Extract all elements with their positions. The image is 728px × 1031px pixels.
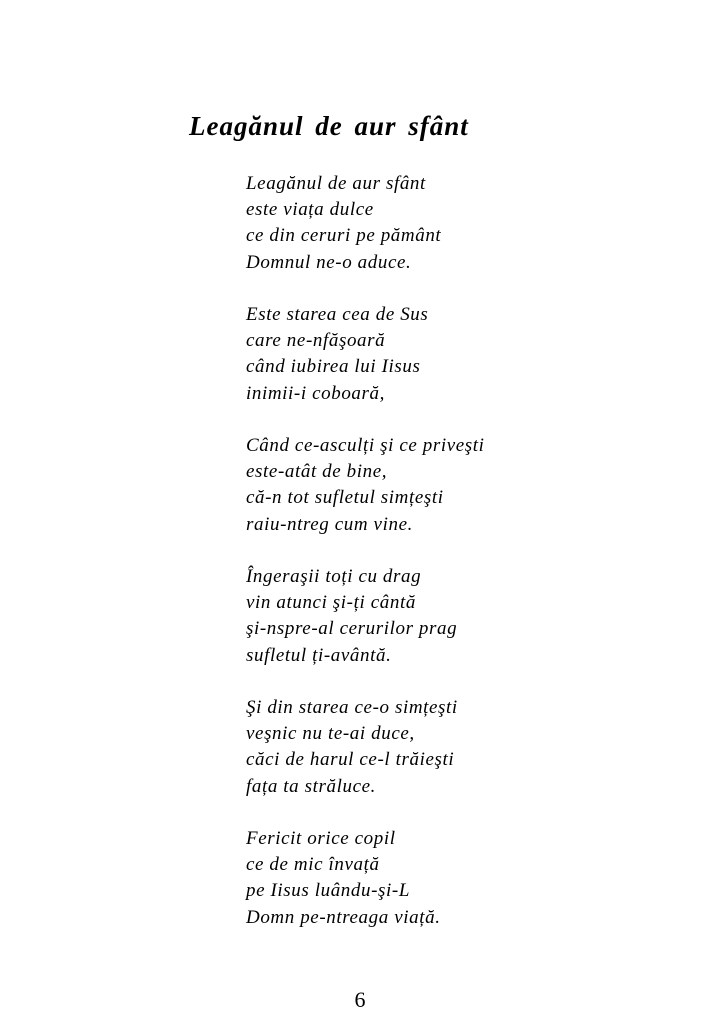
poem-line: căci de harul ce-l trăieşti	[246, 749, 455, 771]
stanza	[246, 826, 485, 931]
poem-line: veşnic nu te-ai duce,	[246, 723, 415, 745]
poem-line: Este starea cea de Sus	[246, 304, 429, 325]
poem-line: sufletul ți-avântă.	[246, 644, 392, 666]
stanza	[246, 171, 485, 276]
poem-line: ce din ceruri pe pământ	[246, 225, 442, 247]
poem-line: Şi din starea ce-o simțeşti	[246, 697, 458, 718]
poem-line: Fericit orice copil	[246, 828, 396, 849]
page-number: 6	[354, 987, 366, 1012]
stanza	[246, 433, 485, 538]
stanza	[246, 695, 485, 800]
poem-line: Leagănul de aur sfânt	[246, 173, 426, 194]
poem-line: este viața dulce	[246, 199, 374, 221]
poem-line: Domnul ne-o aduce.	[246, 251, 412, 273]
poem-line: vin atunci şi-ți cântă	[246, 592, 416, 614]
poem-line: fața ta străluce.	[246, 775, 376, 797]
poem-line: care ne-nfăşoară	[246, 330, 386, 352]
poem-line: Domn pe-ntreaga viață.	[246, 906, 441, 928]
poem-line: ce de mic învață	[246, 854, 380, 876]
poem-line: este-atât de bine,	[246, 461, 388, 483]
poem-line: că-n tot sufletul simțeşti	[246, 487, 444, 509]
stanza	[246, 564, 485, 669]
poem-line: raiu-ntreg cum vine.	[246, 513, 413, 535]
poem-line: când iubirea lui Iisus	[246, 356, 421, 378]
poem-line: Când ce-asculți şi ce priveşti	[246, 435, 485, 456]
poem-line: inimii-i coboară,	[246, 382, 385, 404]
poem-line: Îngeraşii toți cu drag	[246, 566, 422, 587]
poem-line: şi-nspre-al cerurilor prag	[246, 618, 458, 640]
poem-title: Leagănul de aur sfânt	[189, 111, 469, 141]
stanza	[246, 302, 485, 407]
poem-line: pe Iisus luându-şi-L	[246, 880, 410, 902]
poem-body	[246, 171, 485, 957]
